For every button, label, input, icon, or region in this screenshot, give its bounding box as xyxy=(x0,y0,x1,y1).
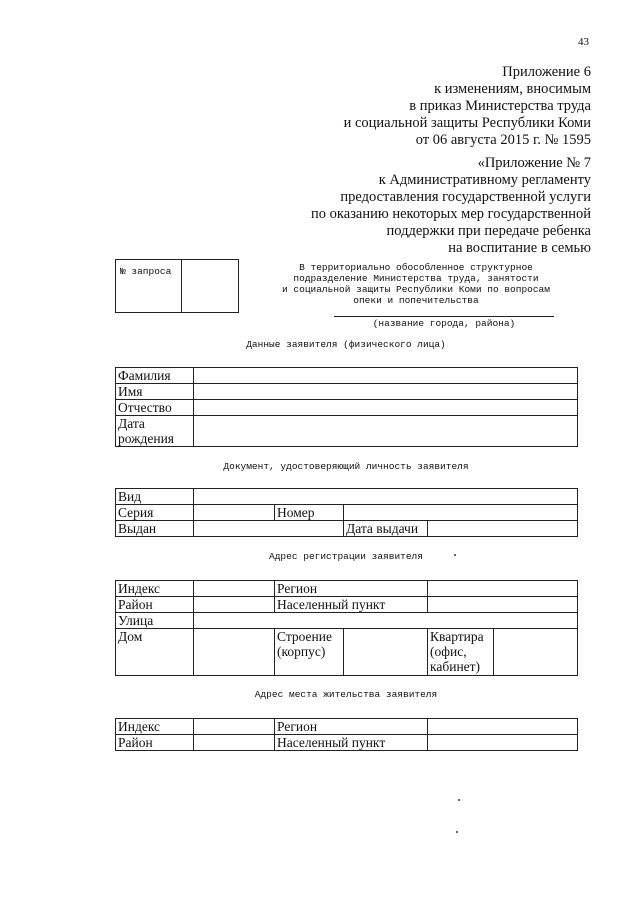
department-line: В территориально обособленное структурное xyxy=(299,262,533,273)
issue-date-label: Дата выдачи xyxy=(344,521,428,537)
number-label: Номер xyxy=(275,505,344,521)
series-field[interactable] xyxy=(194,505,275,521)
reg-locality-label: Населенный пункт xyxy=(275,597,428,613)
patronymic-field[interactable] xyxy=(194,400,578,416)
city-district-field[interactable] xyxy=(334,316,554,317)
series-label: Серия xyxy=(116,505,194,521)
res-district-field[interactable] xyxy=(194,735,275,751)
scan-speck xyxy=(454,554,456,556)
document-type-label: Вид xyxy=(116,489,194,505)
request-number-field[interactable] xyxy=(182,260,238,312)
applicant-table xyxy=(115,367,578,447)
appendix-7-heading xyxy=(311,155,591,257)
department-address xyxy=(252,262,580,306)
res-region-field[interactable] xyxy=(428,719,578,735)
appendix-6-line: к изменениям, вносимым xyxy=(434,81,591,97)
appendix-7-line: к Административному регламенту xyxy=(378,172,591,188)
document-table xyxy=(115,488,578,537)
document-type-field[interactable] xyxy=(194,489,578,505)
residence-table xyxy=(115,718,578,751)
reg-region-label: Регион xyxy=(275,581,428,597)
surname-label: Фамилия xyxy=(116,368,194,384)
request-number-box xyxy=(115,259,239,313)
appendix-7-line: «Приложение № 7 xyxy=(477,155,591,171)
scan-speck xyxy=(458,799,460,801)
name-field[interactable] xyxy=(194,384,578,400)
department-line: подразделение Министерства труда, занятости xyxy=(293,273,539,284)
reg-street-field[interactable] xyxy=(194,613,578,629)
res-locality-label: Населенный пункт xyxy=(275,735,428,751)
issued-by-label: Выдан xyxy=(116,521,194,537)
patronymic-label: Отчество xyxy=(116,400,194,416)
res-region-label: Регион xyxy=(275,719,428,735)
res-locality-field[interactable] xyxy=(428,735,578,751)
page-number: 43 xyxy=(578,36,589,48)
reg-house-label: Дом xyxy=(116,629,194,676)
reg-district-label: Район xyxy=(116,597,194,613)
issued-by-field[interactable] xyxy=(194,521,344,537)
reg-index-label: Индекс xyxy=(116,581,194,597)
reg-locality-field[interactable] xyxy=(428,597,578,613)
name-label: Имя xyxy=(116,384,194,400)
appendix-7-line: по оказанию некоторых мер государственной xyxy=(311,206,591,222)
appendix-6-line: Приложение 6 xyxy=(502,64,591,80)
issue-date-field[interactable] xyxy=(428,521,578,537)
registration-table xyxy=(115,580,578,676)
appendix-7-line: предоставления государственной услуги xyxy=(340,189,591,205)
number-field[interactable] xyxy=(344,505,578,521)
city-district-caption: (название города, района) xyxy=(372,318,516,329)
reg-building-label: Строение (корпус) xyxy=(275,629,344,676)
reg-index-field[interactable] xyxy=(194,581,275,597)
reg-building-field[interactable] xyxy=(344,629,428,676)
reg-apartment-label: Квартира (офис, кабинет) xyxy=(428,629,494,676)
residence-section-title: Адрес места жительства заявителя xyxy=(254,689,438,700)
res-index-label: Индекс xyxy=(116,719,194,735)
surname-field[interactable] xyxy=(194,368,578,384)
reg-apartment-field[interactable] xyxy=(494,629,578,676)
reg-street-label: Улица xyxy=(116,613,194,629)
department-line: и социальной защиты Республики Коми по вопросам xyxy=(282,284,550,295)
birth-date-label: Дата рождения xyxy=(116,416,194,447)
reg-district-field[interactable] xyxy=(194,597,275,613)
document-section-title: Документ, удостоверяющий личность заявителя xyxy=(223,461,469,472)
department-line: опеки и попечительства xyxy=(353,295,479,306)
appendix-6-heading xyxy=(344,64,591,149)
reg-house-field[interactable] xyxy=(194,629,275,676)
scan-speck xyxy=(456,831,458,833)
birth-date-field[interactable] xyxy=(194,416,578,447)
applicant-section-title: Данные заявителя (физического лица) xyxy=(246,339,446,350)
request-number-label: № запроса xyxy=(116,260,182,312)
appendix-7-line: поддержки при передаче ребенка xyxy=(386,223,591,239)
res-index-field[interactable] xyxy=(194,719,275,735)
appendix-7-line: на воспитание в семью xyxy=(448,240,591,256)
registration-section-title: Адрес регистрации заявителя xyxy=(269,551,423,562)
appendix-6-line: в приказ Министерства труда xyxy=(409,98,591,114)
reg-region-field[interactable] xyxy=(428,581,578,597)
appendix-6-line: и социальной защиты Республики Коми xyxy=(343,115,591,131)
appendix-6-line: от 06 августа 2015 г. № 1595 xyxy=(415,132,591,148)
res-district-label: Район xyxy=(116,735,194,751)
